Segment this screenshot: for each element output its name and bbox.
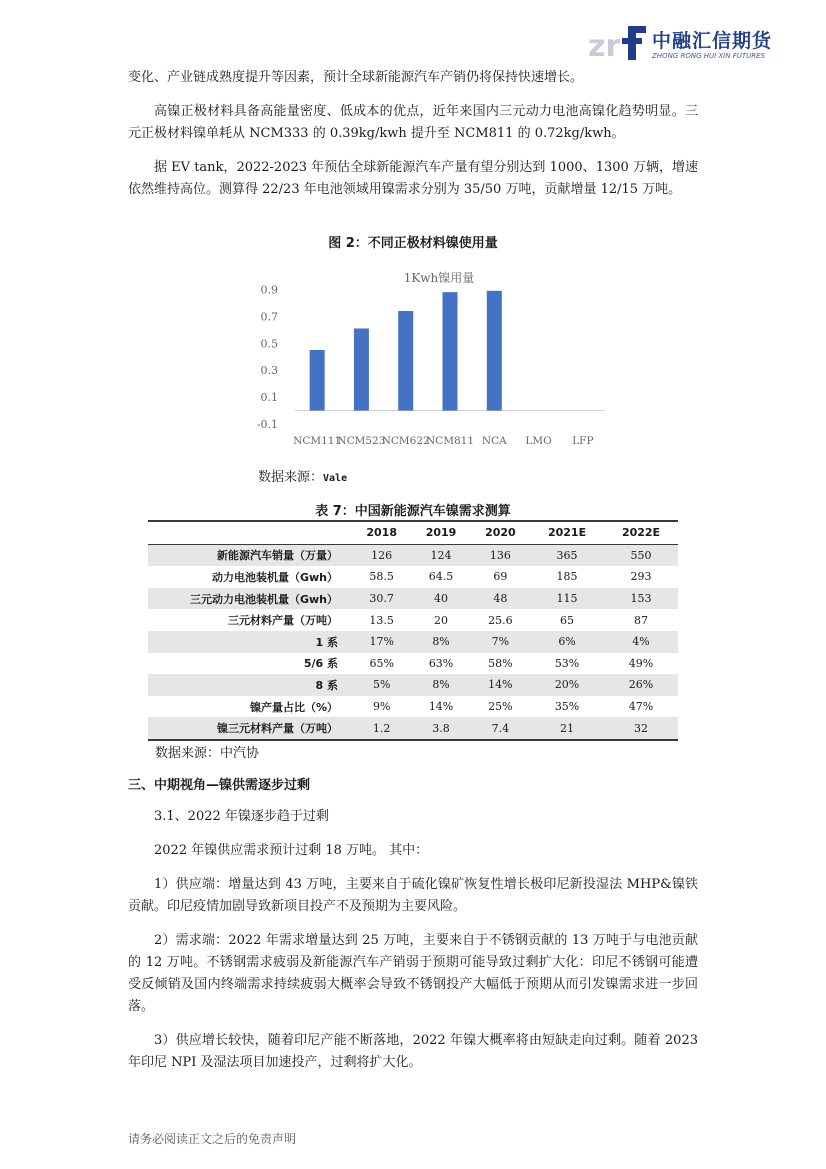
paragraph-3: 据 EV tank，2022-2023 年预估全球新能源汽车产量有望分别达到 1000、1300 万辆，增速依然维持高位。测算得 22/23 年电池领域用镍需求分别为 35/50 万吨，贡献增量 12/15 万吨。 [128, 160, 698, 197]
disclaimer-footer: 请务必阅读正文之后的免责声明 [128, 1132, 297, 1146]
table-cell: 136 [489, 548, 511, 562]
table-cell: 1.2 [372, 721, 391, 735]
table-cell: 4% [632, 635, 650, 649]
paragraph-2: 高镍正极材料具备高能量密度、低成本的优点，近年来国内三元动力电池高镍化趋势明显。三元正极材料镍单耗从 NCM333 的 0.39kg/kwh 提升至 NCM811 的 0.72kg/kwh。 [128, 104, 698, 141]
table-cell: 550 [630, 548, 652, 562]
x-tick-label: NCM622 [381, 435, 430, 447]
table-cell: 17% [369, 635, 394, 649]
paragraph-1: 变化、产业链成熟度提升等因素，预计全球新能源汽车产销仍将保持快速增长。 [128, 70, 584, 85]
table-source: 数据来源：中汽协 [155, 746, 260, 761]
table-cell: 58.5 [369, 570, 394, 584]
table-cell: 5% [372, 678, 391, 692]
row-label: 镍三元材料产量（万吨） [217, 722, 338, 736]
table-header-cell: 2018 [366, 526, 397, 540]
table-header-cell: 2021E [547, 526, 587, 540]
table-cell: 65% [369, 656, 394, 670]
row-label: 动力电池装机量（Gwh） [211, 570, 338, 584]
row-label: 5/6 系 [303, 657, 338, 671]
table-cell: 63% [428, 656, 454, 670]
table-cell: 49% [628, 656, 654, 670]
table-row [148, 588, 678, 610]
table-cell: 124 [430, 548, 452, 562]
figure-title: 图 2：不同正极材料镍使用量 [328, 236, 498, 251]
table-cell: 47% [628, 700, 654, 714]
x-tick-label: NCM523 [337, 435, 386, 447]
table-header-cell: 2022E [621, 526, 661, 540]
table-cell: 6% [558, 635, 576, 649]
logo-cn-text: 中融汇信期货 [652, 30, 773, 52]
section-paragraph-2: 1）供应端：增量达到 43 万吨，主要来自于硫化镍矿恢复性增长极印尼新投湿法 MHP&镍铁贡献。印尼疫情加剧导致新项目投产不及预期为主要风险。 [128, 877, 698, 914]
table-cell: 65 [560, 613, 575, 627]
x-tick-label: NCM811 [425, 435, 475, 447]
row-label: 8 系 [315, 678, 338, 692]
table-row [148, 544, 678, 566]
table-header-cell: 2019 [425, 526, 457, 540]
company-logo [588, 20, 778, 70]
table-cell: 14% [488, 678, 513, 692]
svg-text:zr: zr [588, 29, 621, 62]
table-cell: 293 [630, 570, 652, 584]
chart-title: 1Kwh镍用量 [403, 271, 475, 285]
y-tick-label: 0.1 [260, 391, 278, 405]
zrf-logo-mark [588, 22, 646, 62]
table-cell: 25% [488, 700, 513, 714]
logo-en-text: ZHONG RONG HUI XIN FUTURES [652, 52, 765, 60]
table-cell: 20 [434, 613, 449, 627]
figure-source [258, 466, 347, 485]
table-cell: 32 [634, 721, 648, 735]
nickel-usage-bar-chart [250, 262, 610, 462]
y-tick-label: 0.5 [260, 337, 278, 351]
table-cell: 3.8 [432, 721, 450, 735]
table-cell: 365 [556, 548, 578, 562]
row-label: 新能源汽车销量（万量） [217, 549, 338, 563]
table-cell: 115 [556, 592, 578, 606]
table-cell: 40 [434, 592, 449, 606]
table-header-cell: 2020 [485, 526, 516, 540]
bar-ncm811 [443, 292, 458, 410]
row-label: 三元动力电池装机量（Gwh） [189, 592, 338, 606]
table-cell: 87 [634, 613, 648, 627]
y-tick-label: 0.7 [260, 310, 278, 324]
bar-ncm523 [354, 328, 369, 410]
table-cell: 26% [628, 678, 654, 692]
table-title: 表 7：中国新能源汽车镍需求测算 [315, 504, 511, 519]
y-tick-label: -0.1 [256, 418, 278, 431]
figure-source-label: 数据来源： [258, 470, 324, 485]
table-cell: 153 [630, 592, 652, 606]
x-tick-label: LFP [572, 435, 594, 447]
y-tick-label: 0.9 [260, 283, 278, 297]
table-cell: 9% [372, 700, 391, 714]
table-cell: 21 [560, 721, 575, 735]
table-row [148, 717, 678, 740]
bar-ncm111 [310, 350, 325, 411]
table-cell: 48 [493, 592, 508, 606]
table-cell: 30.7 [369, 592, 394, 606]
section-paragraph-4: 3）供应增长较快，随着印尼产能不断落地，2022 年镍大概率将由短缺走向过剩。随着 2023 年印尼 NPI 及湿法项目加速投产，过剩将扩大化。 [128, 1033, 698, 1070]
table-row [148, 631, 678, 653]
row-label: 三元材料产量（万吨） [228, 614, 338, 628]
table-cell: 53% [554, 656, 580, 670]
table-cell: 14% [428, 700, 454, 714]
section-paragraph-1: 2022 年镍供应需求预计过剩 18 万吨。 其中： [154, 843, 429, 858]
x-tick-label: NCA [481, 435, 507, 447]
table-cell: 7.4 [491, 721, 510, 735]
table-row [148, 609, 678, 631]
table-cell: 25.6 [488, 613, 513, 627]
table-cell: 20% [554, 678, 580, 692]
table-cell: 185 [556, 570, 578, 584]
table-cell: 69 [493, 570, 508, 584]
table-cell: 64.5 [428, 570, 454, 584]
table-row [148, 566, 678, 588]
table-row [148, 653, 678, 675]
bar-nca [487, 291, 502, 411]
table-cell: 7% [491, 635, 510, 649]
table-row [148, 696, 678, 718]
table-cell: 8% [432, 635, 450, 649]
table-cell: 58% [488, 656, 513, 670]
table-row [148, 674, 678, 696]
y-tick-label: 0.3 [260, 364, 278, 378]
section-paragraph-3: 2）需求端：2022 年需求增量达到 25 万吨，主要来自于不锈钢贡献的 13 万吨于与电池贡献的 12 万吨。不锈钢需求疲弱及新能源汽车产销弱于预期可能导致过剩扩大化：印尼不锈钢可能遭受反倾销及国内终端需求持续疲弱大概率会导致不锈钢投产大幅低于预期从而引发镍需求进一步回落。 [128, 933, 698, 1014]
nickel-demand-table [148, 520, 678, 741]
x-tick-label: NCM111 [293, 435, 342, 447]
bar-ncm622 [398, 311, 413, 411]
figure-source-value: Vale [323, 473, 348, 484]
row-label: 镍产量占比（%） [249, 700, 338, 714]
x-tick-label: LMO [525, 435, 552, 447]
table-cell: 35% [554, 700, 580, 714]
table-header-row [148, 521, 678, 544]
subsection-title: 3.1、2022 年镍逐步趋于过剩 [154, 809, 329, 824]
table-header-cell [148, 521, 352, 544]
table-cell: 13.5 [369, 613, 394, 627]
table-cell: 126 [371, 548, 393, 562]
row-label: 1 系 [315, 635, 338, 649]
section-heading: 三、中期视角—镍供需逐步过剩 [128, 778, 311, 793]
table-cell: 8% [432, 678, 450, 692]
